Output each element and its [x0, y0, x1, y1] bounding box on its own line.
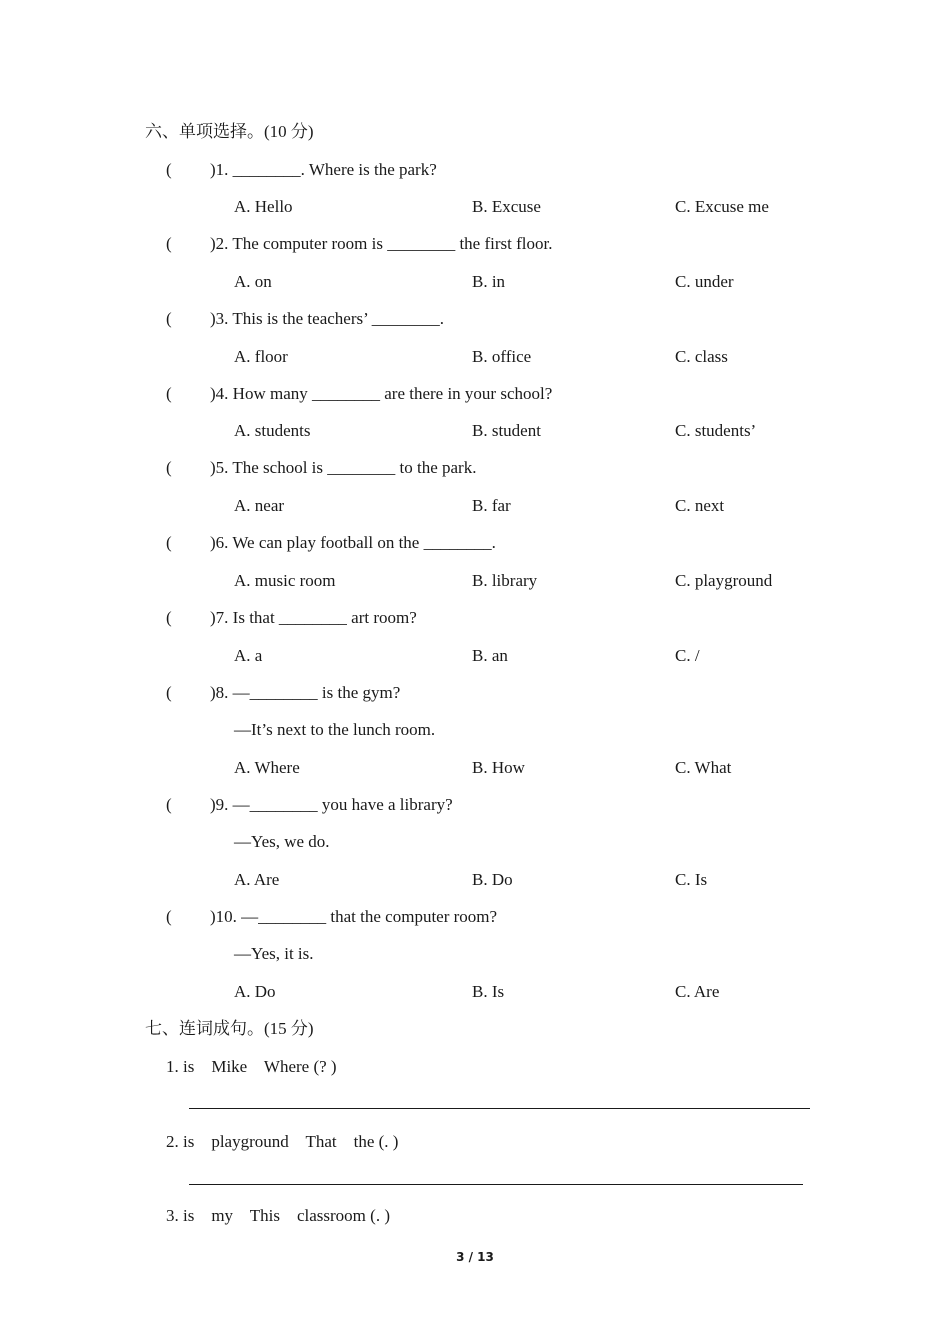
q9-stem: )9. —________ you have a library? — [210, 795, 453, 814]
q5-paren: ( — [166, 458, 172, 477]
s7-item1-words: 1. is Mike Where (? ) — [166, 1057, 337, 1076]
q3-option-c: C. class — [675, 347, 728, 366]
q2-option-b: B. in — [472, 272, 506, 291]
q9-reply: —Yes, we do. — [234, 832, 330, 851]
q10-option-c: C. Are — [675, 982, 720, 1001]
q4-stem: )4. How many ________ are there in your school? — [210, 384, 553, 403]
page-number: 3 / 13 — [456, 1250, 494, 1264]
q3-paren: ( — [166, 309, 172, 328]
q10-paren: ( — [166, 907, 172, 926]
q4-option-c: C. students’ — [675, 421, 757, 440]
q6-option-b: B. library — [472, 571, 538, 590]
section6-title: 六、单项选择。(10 分) — [145, 122, 314, 141]
q2-option-c: C. under — [675, 272, 734, 291]
s7-item2-answer-line[interactable] — [189, 1184, 803, 1185]
q8-paren: ( — [166, 683, 172, 702]
q5-option-a: A. near — [234, 496, 285, 515]
q6-option-a: A. music room — [234, 571, 336, 590]
q10-option-a: A. Do — [234, 982, 276, 1001]
q1-option-c: C. Excuse me — [675, 197, 769, 216]
q4-option-a: A. students — [234, 421, 311, 440]
q9-paren: ( — [166, 795, 172, 814]
q3-option-a: A. floor — [234, 347, 288, 366]
q6-stem: )6. We can play football on the ________. — [210, 533, 496, 552]
q1-option-a: A. Hello — [234, 197, 293, 216]
q7-option-b: B. an — [472, 646, 508, 665]
q8-option-b: B. How — [472, 758, 525, 777]
q4-paren: ( — [166, 384, 172, 403]
q1-paren: ( — [166, 160, 172, 179]
section7-title: 七、连词成句。(15 分) — [145, 1019, 314, 1038]
q7-option-a: A. a — [234, 646, 263, 665]
q7-option-c: C. / — [675, 646, 700, 665]
q5-option-b: B. far — [472, 496, 511, 515]
q1-stem: )1. ________. Where is the park? — [210, 160, 437, 179]
q9-option-b: B. Do — [472, 870, 513, 889]
s7-item1-answer-line[interactable] — [189, 1108, 810, 1109]
q7-paren: ( — [166, 608, 172, 627]
q3-option-b: B. office — [472, 347, 532, 366]
q6-option-c: C. playground — [675, 571, 773, 590]
q2-option-a: A. on — [234, 272, 272, 291]
q6-paren: ( — [166, 533, 172, 552]
q7-stem: )7. Is that ________ art room? — [210, 608, 417, 627]
q3-stem: )3. This is the teachers’ ________. — [210, 309, 445, 328]
s7-item3-words: 3. is my This classroom (. ) — [166, 1206, 390, 1225]
q2-stem: )2. The computer room is ________ the first floor. — [210, 234, 553, 253]
q8-option-a: A. Where — [234, 758, 300, 777]
q8-stem: )8. —________ is the gym? — [210, 683, 401, 702]
q10-stem: )10. —________ that the computer room? — [210, 907, 498, 926]
q1-option-b: B. Excuse — [472, 197, 541, 216]
q9-option-c: C. Is — [675, 870, 708, 889]
q10-reply: —Yes, it is. — [234, 944, 314, 963]
s7-item2-words: 2. is playground That the (. ) — [166, 1132, 399, 1151]
q2-paren: ( — [166, 234, 172, 253]
q5-option-c: C. next — [675, 496, 725, 515]
q8-option-c: C. What — [675, 758, 732, 777]
q10-option-b: B. Is — [472, 982, 505, 1001]
q4-option-b: B. student — [472, 421, 541, 440]
q9-option-a: A. Are — [234, 870, 280, 889]
q8-reply: —It’s next to the lunch room. — [234, 720, 436, 739]
q5-stem: )5. The school is ________ to the park. — [210, 458, 477, 477]
